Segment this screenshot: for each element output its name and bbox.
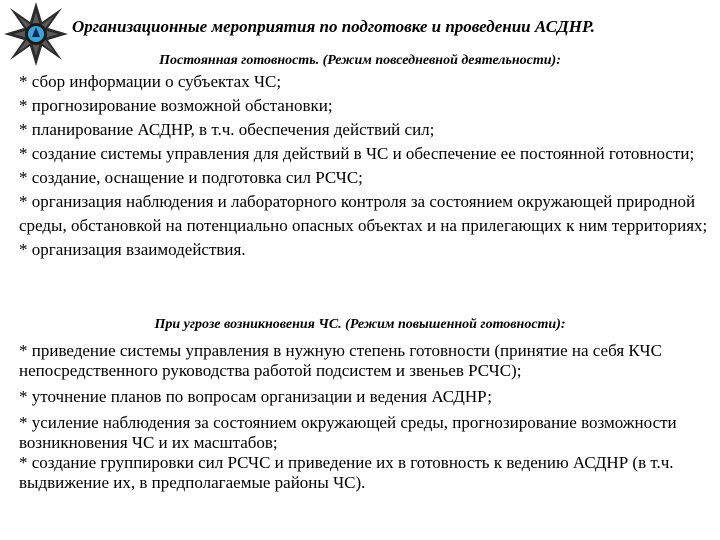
threat-readiness-list (19, 341, 709, 493)
section-heading-threat-readiness: При угрозе возникновения ЧС. (Режим повышенной готовности): (154, 317, 566, 332)
list-item: * организация наблюдения и лабораторного контроля за состоянием окружающей природной среды, обстановкой на потенциально опасных объектах и на прилегающих к ним территориях; (19, 192, 708, 235)
list-item: * прогнозирование возможной обстановки; (19, 96, 333, 115)
list-item: * организация взаимодействия. (19, 240, 246, 259)
page-title: Организационные мероприятия по подготовке и проведении АСДНР. (72, 17, 595, 36)
list-item: * создание, оснащение и подготовка сил РСЧС; (19, 168, 363, 187)
list-item: * приведение системы управления в нужную степень готовности (принятие на себя КЧС непосредственного руководства работой подсистем и звеньев РСЧС); (19, 341, 662, 380)
permanent-readiness-list (19, 70, 709, 262)
list-item: * планирование АСДНР, в т.ч. обеспечения действий сил; (19, 120, 435, 139)
list-item: * уточнение планов по вопросам организации и ведения АСДНР; (19, 387, 492, 406)
list-item: * усиление наблюдения за состоянием окружающей среды, прогнозирование возможности возникновения ЧС и их масштабов; (19, 413, 677, 452)
section-heading-permanent-readiness: Постоянная готовность. (Режим повседневной деятельности): (159, 53, 561, 68)
list-item: * создание системы управления для действий в ЧС и обеспечение ее постоянной готовности; (19, 144, 695, 163)
list-item: * сбор информации о субъектах ЧС; (19, 72, 282, 91)
list-item: * создание группировки сил РСЧС и приведение их в готовность к ведению АСДНР (в т.ч. выдвижение их, в предполагаемые районы ЧС). (19, 453, 674, 492)
